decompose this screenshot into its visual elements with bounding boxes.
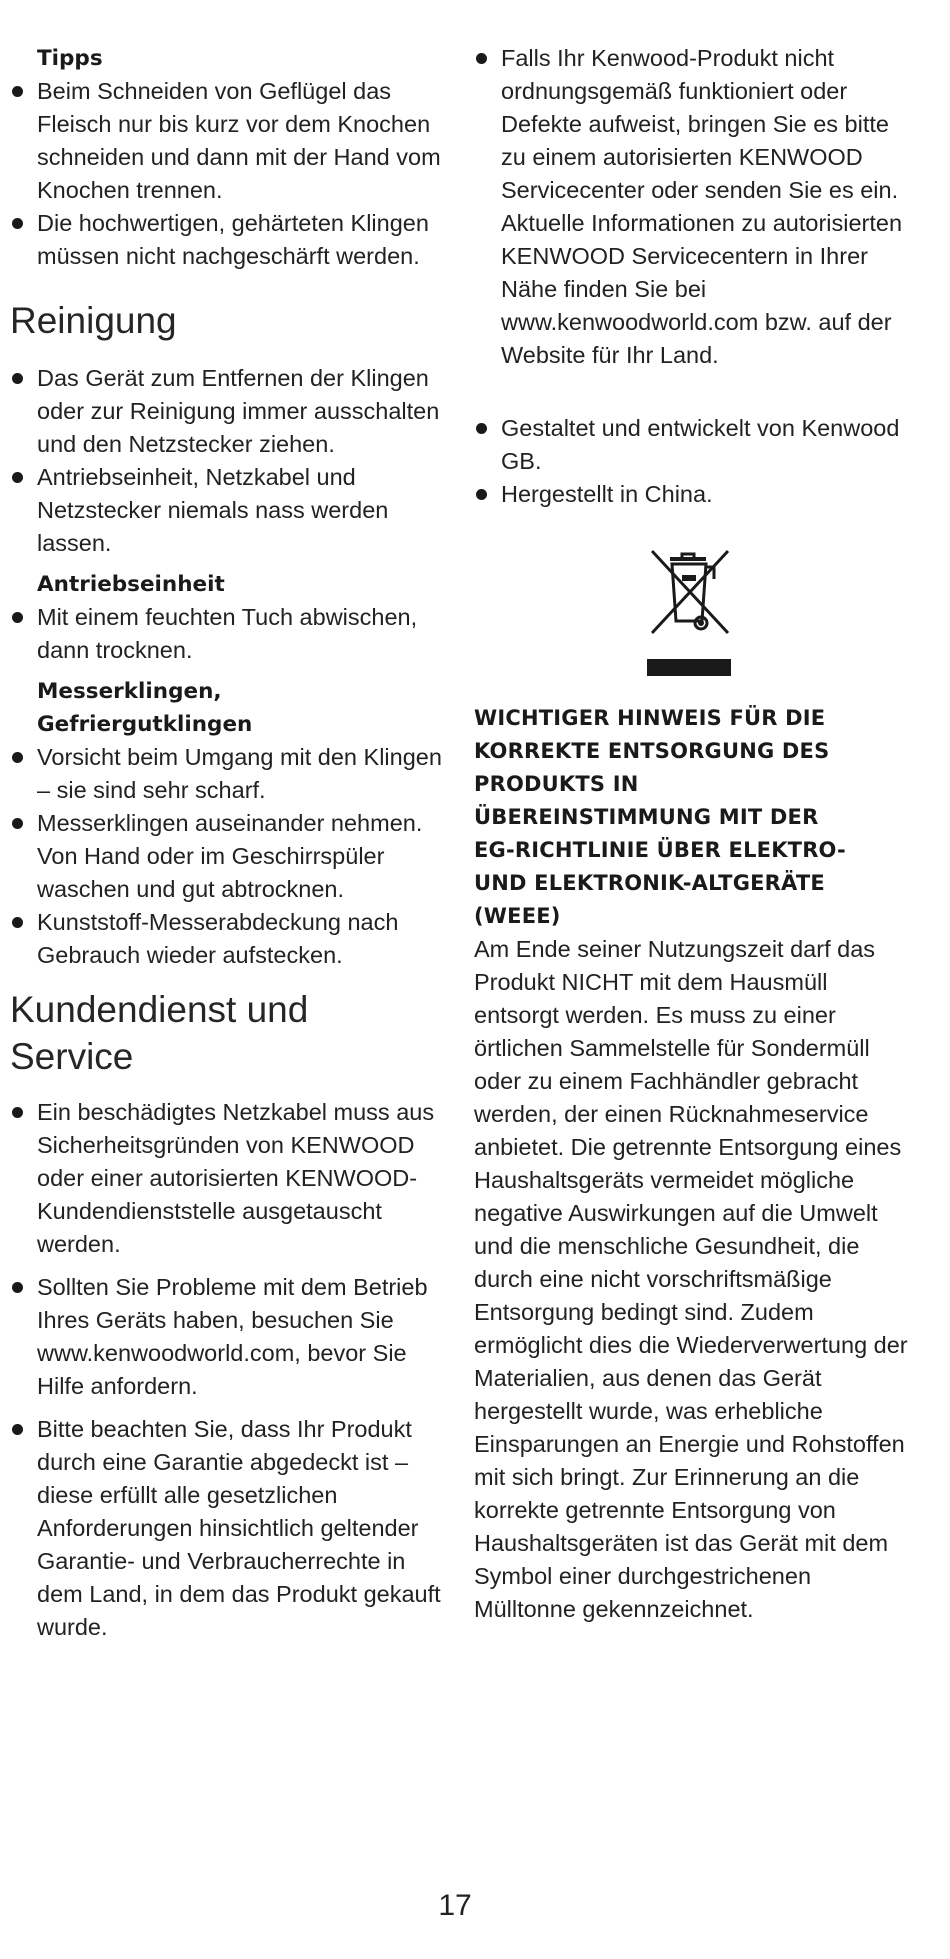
weee-heading bbox=[474, 702, 914, 933]
weee-body-text: Am Ende seiner Nutzungszeit darf das Produkt NICHT mit dem Hausmüll entsorgt werden. Es muss zu einer örtlichen Sammelstelle für Sondermüll oder zu einem Fachhändler gebracht werden, der einen Rücknahmeservice anbietet. Die getrennte Entsorgung eines Haushaltsgeräts vermeidet mögliche negative Auswirkungen auf die Umwelt und die menschliche Gesundheit, die durch eine nicht vorschriftsmäßige Entsorgung bedingt sind. Zudem ermöglicht dies die Wiederverwertung der Materialien, aus denen das Gerät hergestellt wurde, was erhebliche Einsparungen an Energie und Rohstoffen mit sich bringt. Zur Erinnerung an die korrekte getrennte Entsorgung von Haushaltsgeräten ist das Gerät mit dem Symbol einer durchgestrichenen Mülltonne gekennzeichnet. bbox=[474, 936, 908, 1622]
list-item: Messerklingen auseinander nehmen. Von Hand oder im Geschirrspüler waschen und gut abtrocknen. bbox=[10, 807, 450, 906]
service-heading bbox=[10, 986, 450, 1080]
list-item: Hergestellt in China. bbox=[474, 478, 914, 511]
page-number: 17 bbox=[438, 1889, 472, 1922]
list-item: Sollten Sie Probleme mit dem Betrieb Ihres Geräts haben, besuchen Sie www.kenwoodworld.com, bevor Sie Hilfe anfordern. bbox=[10, 1271, 450, 1403]
weee-heading-line: (WEEE) bbox=[474, 904, 561, 928]
list-item: Vorsicht beim Umgang mit den Klingen – sie sind sehr scharf. bbox=[10, 741, 450, 807]
list-item: Falls Ihr Kenwood-Produkt nicht ordnungsgemäß funktioniert oder Defekte aufweist, bringen Sie es bitte zu einem autorisierten KENWOOD Servicecenter oder senden Sie es ein. Aktuelle Informationen zu autorisierten KENWOOD Servicecentern in Ihrer Nähe finden Sie bei www.kenwoodworld.com bzw. auf der Website für Ihr Land. bbox=[474, 42, 914, 372]
weee-heading-line: EG-RICHTLINIE ÜBER ELEKTRO- bbox=[474, 838, 846, 862]
right-column bbox=[474, 42, 914, 1626]
tipps-heading: Tipps bbox=[37, 46, 103, 71]
list-item: Gestaltet und entwickelt von Kenwood GB. bbox=[474, 412, 914, 478]
list-item: Bitte beachten Sie, dass Ihr Produkt durch eine Garantie abgedeckt ist – diese erfüllt alle gesetzlichen Anforderungen hinsichtlich geltender Garantie- und Verbraucherrechte in dem Land, in dem das Produkt gekauft wurde. bbox=[10, 1413, 450, 1644]
weee-heading-line: ÜBEREINSTIMMUNG MIT DER bbox=[474, 805, 819, 829]
list-item: Antriebseinheit, Netzkabel und Netzstecker niemals nass werden lassen. bbox=[10, 461, 450, 560]
weee-heading-line: WICHTIGER HINWEIS FÜR DIE bbox=[474, 706, 826, 730]
list-item: Kunststoff-Messerabdeckung nach Gebrauch wieder aufstecken. bbox=[10, 906, 450, 972]
antrieb-list bbox=[10, 601, 450, 667]
tipps-list bbox=[10, 75, 450, 273]
list-item: Ein beschädigtes Netzkabel muss aus Sicherheitsgründen von KENWOOD oder einer autorisierten KENWOOD-Kundendienststelle ausgetauscht werden. bbox=[10, 1096, 450, 1261]
list-item: Beim Schneiden von Geflügel das Fleisch nur bis kurz vor dem Knochen schneiden und dann mit der Hand vom Knochen trennen. bbox=[10, 75, 450, 207]
service-heading-line-1: Kundendienst und bbox=[10, 989, 309, 1030]
list-item: Mit einem feuchten Tuch abwischen, dann trocknen. bbox=[10, 601, 450, 667]
list-item: Die hochwertigen, gehärteten Klingen müssen nicht nachgeschärft werden. bbox=[10, 207, 450, 273]
origin-list bbox=[474, 412, 914, 511]
messer-list bbox=[10, 741, 450, 972]
left-column bbox=[10, 42, 450, 1644]
weee-heading-line: PRODUKTS IN bbox=[474, 772, 639, 796]
service-continued-list bbox=[474, 42, 914, 372]
list-item: Das Gerät zum Entfernen der Klingen oder zur Reinigung immer ausschalten und den Netzstecker ziehen. bbox=[10, 362, 450, 461]
weee-heading-line: UND ELEKTRONIK-ALTGERÄTE bbox=[474, 871, 825, 895]
antrieb-heading: Antriebseinheit bbox=[37, 572, 225, 597]
weee-heading-line: KORREKTE ENTSORGUNG DES bbox=[474, 739, 830, 763]
service-heading-line-2: Service bbox=[10, 1036, 134, 1077]
messer-heading-line-1: Messerklingen, bbox=[37, 679, 222, 704]
reinigung-heading: Reinigung bbox=[10, 300, 177, 341]
messer-heading-line-2: Gefriergutklingen bbox=[37, 712, 253, 737]
service-list bbox=[10, 1096, 450, 1644]
crossed-out-wheelie-bin-icon bbox=[634, 539, 744, 684]
reinigung-list bbox=[10, 362, 450, 560]
